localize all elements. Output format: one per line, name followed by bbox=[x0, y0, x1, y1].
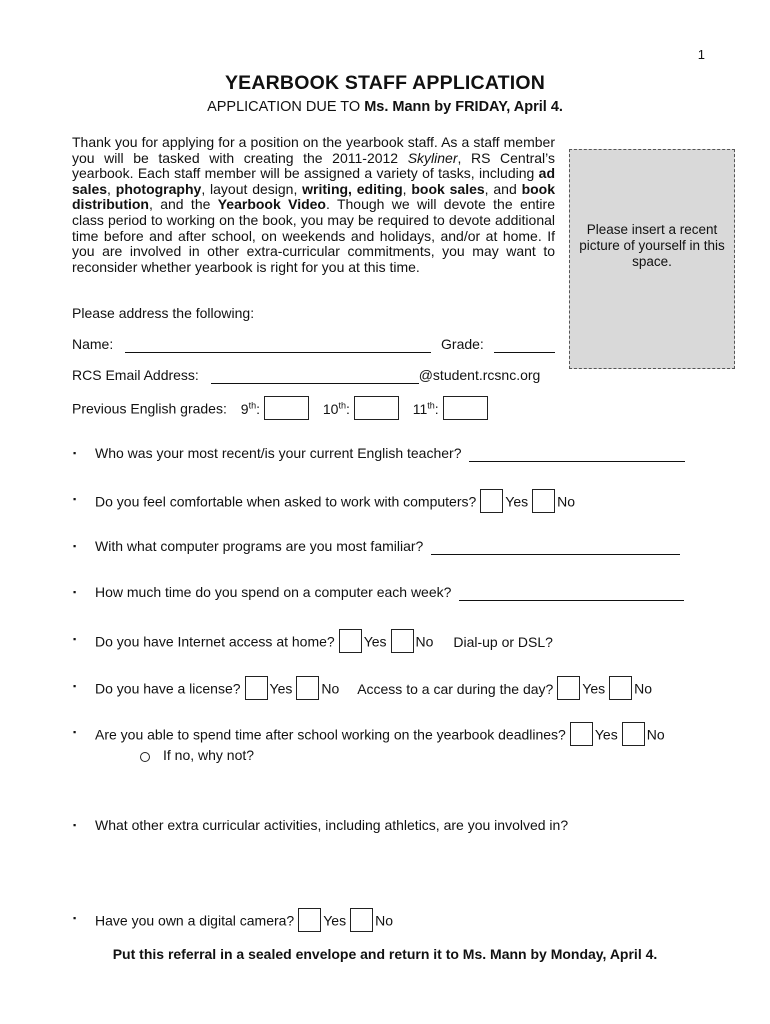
grade-11-box[interactable] bbox=[443, 396, 488, 420]
ad-sales-bold: ad sales bbox=[72, 165, 555, 197]
yes-label: Yes bbox=[582, 680, 606, 697]
page-number: 1 bbox=[697, 47, 705, 62]
bullet-icon: ▪ bbox=[73, 541, 77, 551]
th-sup: th bbox=[427, 400, 435, 411]
q1-text: Who was your most recent/is your current English teacher? bbox=[95, 445, 462, 461]
computer-time-field[interactable] bbox=[459, 584, 684, 601]
english-grades-row bbox=[72, 398, 498, 422]
q2-text: Do you feel comfortable when asked to work with computers? bbox=[95, 493, 477, 510]
intro-text-1: Thank you for applying for a position on the yearbook staff. As a staff member you will be tasked with creating the 2011-2012 bbox=[72, 134, 555, 166]
q6b-yes-checkbox[interactable] bbox=[557, 676, 580, 700]
th-sup: th bbox=[338, 400, 346, 411]
sep-3: , bbox=[402, 180, 412, 197]
page-title: YEARBOOK STAFF APPLICATION bbox=[224, 72, 546, 94]
yes-label: Yes bbox=[363, 633, 387, 650]
bullet-icon: ▪ bbox=[73, 634, 77, 644]
intro-paragraph bbox=[72, 135, 555, 275]
q6-no-checkbox[interactable] bbox=[296, 676, 319, 700]
question-4 bbox=[95, 584, 684, 601]
q3-text: With what computer programs are you most familiar? bbox=[95, 538, 424, 554]
q6-yes-checkbox[interactable] bbox=[245, 676, 268, 700]
yes-label: Yes bbox=[269, 680, 293, 697]
q7-sub-text: If no, why not? bbox=[163, 747, 255, 763]
colon: : bbox=[434, 400, 439, 417]
email-label: RCS Email Address: bbox=[72, 367, 199, 383]
no-label: No bbox=[557, 493, 576, 510]
intro-text-3: . Though we will devote the entire class period to working on the book, you may be required to devote additional time before and after school, on weekends and holidays, and/or at home. If you are involved in other extra-curricular commitments, you may want to reconsider whether yearbook is right for you at this time. bbox=[72, 196, 555, 275]
skyliner-italic: Skyliner bbox=[407, 149, 458, 166]
question-6 bbox=[95, 678, 652, 702]
teacher-field[interactable] bbox=[469, 445, 685, 462]
q7-no-checkbox[interactable] bbox=[622, 722, 645, 746]
q9-text: Have you own a digital camera? bbox=[95, 912, 295, 929]
bullet-icon: ▪ bbox=[73, 913, 77, 923]
q5-text: Do you have Internet access at home? bbox=[95, 633, 335, 650]
yes-label: Yes bbox=[323, 912, 347, 929]
bullet-icon: ▪ bbox=[73, 681, 77, 691]
g10-text: 10 bbox=[322, 400, 339, 417]
programs-field[interactable] bbox=[431, 538, 680, 555]
question-2 bbox=[95, 491, 575, 515]
q6b-no-checkbox[interactable] bbox=[609, 676, 632, 700]
question-1 bbox=[95, 445, 685, 462]
name-label: Name: bbox=[72, 336, 114, 352]
sep-5: , and the bbox=[149, 196, 218, 213]
q2-no-checkbox[interactable] bbox=[532, 489, 555, 513]
intro-text-2: , RS Central’s yearbook. Each staff member will be assigned a variety of tasks, including bbox=[72, 149, 556, 182]
sep-4: , and bbox=[484, 180, 522, 197]
photo-placeholder-text: Please insert a recent picture of yourself in this space. bbox=[579, 222, 725, 269]
email-suffix: @student.rcsnc.org bbox=[418, 367, 541, 383]
grade-label: Grade: bbox=[441, 336, 484, 352]
q5-yes-checkbox[interactable] bbox=[339, 629, 362, 653]
question-9 bbox=[95, 910, 393, 934]
circle-bullet-icon bbox=[140, 752, 150, 762]
writing-editing-bold: writing, editing bbox=[302, 180, 403, 197]
question-3 bbox=[95, 538, 680, 555]
grade-10-label bbox=[323, 401, 350, 417]
q6-text: Do you have a license? bbox=[95, 680, 241, 697]
q5-no-checkbox[interactable] bbox=[391, 629, 414, 653]
bullet-icon: ▪ bbox=[73, 727, 77, 737]
th-sup: th bbox=[248, 400, 257, 411]
yes-label: Yes bbox=[594, 726, 618, 743]
q7-text: Are you able to spend time after school working on the yearbook deadlines? bbox=[95, 726, 566, 743]
yearbook-video-bold: Yearbook Video bbox=[217, 196, 326, 213]
question-7 bbox=[95, 724, 665, 748]
g9-text: 9 bbox=[240, 400, 249, 417]
yes-label: Yes bbox=[505, 493, 529, 510]
due-prefix: APPLICATION DUE TO bbox=[207, 99, 365, 115]
name-field[interactable] bbox=[125, 336, 431, 353]
book-distribution-bold: book distribution bbox=[72, 180, 556, 213]
grade-field[interactable] bbox=[494, 336, 555, 353]
bullet-icon: ▪ bbox=[73, 494, 77, 504]
book-sales-bold: book sales bbox=[411, 180, 485, 197]
no-label: No bbox=[375, 912, 393, 929]
question-8: What other extra curricular activities, including athletics, are you involved in? bbox=[95, 817, 569, 833]
bullet-icon: ▪ bbox=[73, 587, 77, 597]
no-label: No bbox=[646, 726, 665, 743]
footer-instruction: Put this referral in a sealed envelope and return it to Ms. Mann by Monday, April 4. bbox=[112, 946, 658, 962]
colon: : bbox=[345, 400, 350, 417]
photo-placeholder-box[interactable] bbox=[569, 149, 735, 369]
no-label: No bbox=[634, 680, 653, 697]
photography-bold: photography bbox=[115, 180, 202, 197]
name-row bbox=[72, 336, 555, 353]
q4-text: How much time do you spend on a computer each week? bbox=[95, 584, 452, 600]
email-field[interactable] bbox=[211, 367, 419, 384]
due-bold: Ms. Mann by FRIDAY, April 4. bbox=[364, 99, 563, 115]
bullet-icon: ▪ bbox=[73, 448, 77, 458]
q9-no-checkbox[interactable] bbox=[350, 908, 373, 932]
grade-9-box[interactable] bbox=[264, 396, 309, 420]
no-label: No bbox=[321, 680, 340, 697]
sep-2: , layout design, bbox=[201, 180, 303, 197]
question-5 bbox=[95, 631, 553, 655]
due-notice bbox=[0, 99, 770, 115]
address-prompt: Please address the following: bbox=[72, 305, 255, 321]
no-label: No bbox=[415, 633, 434, 650]
prev-grades-label: Previous English grades: bbox=[72, 400, 227, 417]
colon: : bbox=[256, 400, 260, 417]
grade-10-box[interactable] bbox=[354, 396, 399, 420]
q6-extra-text: Access to a car during the day? bbox=[357, 680, 554, 697]
q9-yes-checkbox[interactable] bbox=[298, 908, 321, 932]
q5-extra-text: Dial-up or DSL? bbox=[453, 633, 553, 650]
grade-9-label bbox=[241, 401, 260, 417]
q7-yes-checkbox[interactable] bbox=[570, 722, 593, 746]
grade-11-label bbox=[413, 401, 439, 417]
q2-yes-checkbox[interactable] bbox=[480, 489, 503, 513]
bullet-icon: ▪ bbox=[73, 820, 77, 830]
g11-text: 11 bbox=[412, 400, 428, 417]
sep-1: , bbox=[107, 180, 116, 197]
email-row bbox=[72, 367, 540, 384]
